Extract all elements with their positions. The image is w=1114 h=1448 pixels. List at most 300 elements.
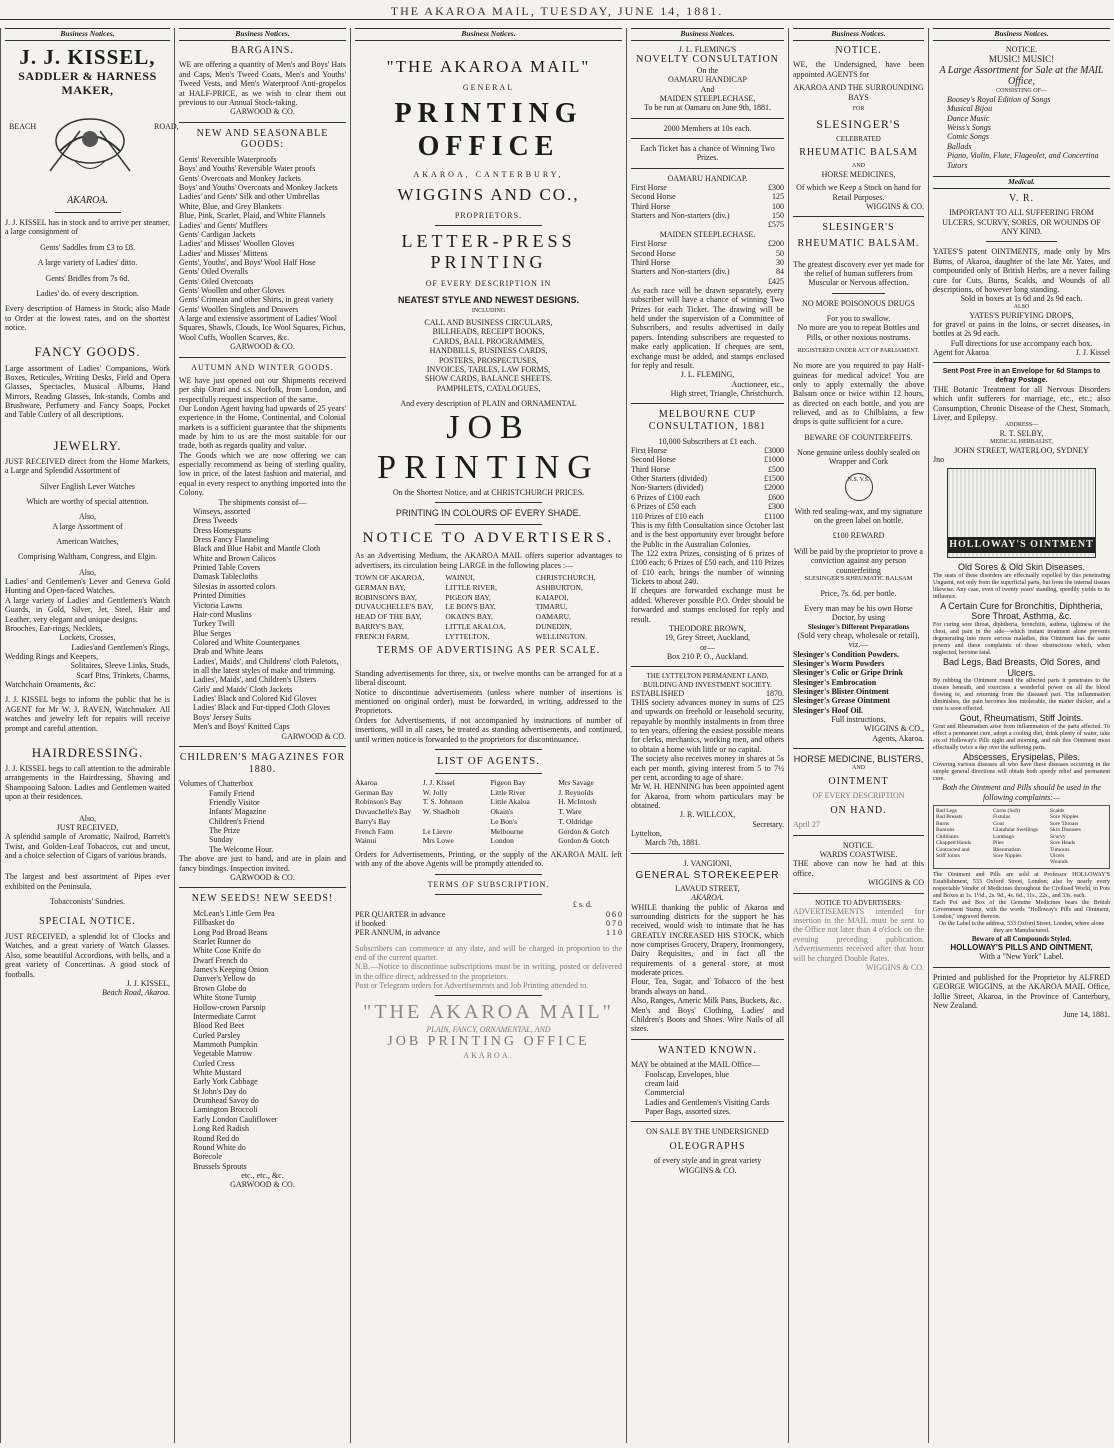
- list-item: Slesinger's Condition Powders.: [793, 649, 900, 659]
- seeds-title: NEW SEEDS! NEW SEEDS!: [191, 893, 334, 905]
- shortest-notice: On the Shortest Notice, and at CHRISTCHURCH PRICES.: [392, 487, 585, 497]
- brown: THEODORE BROWN,: [669, 623, 746, 633]
- akaroa: AKAROA.: [691, 893, 724, 903]
- sign-addr: Beach Road, Akaroa.: [102, 988, 170, 998]
- list-item: Drab and White Jeans: [193, 647, 264, 657]
- willcox: J. R. WILLCOX,: [679, 810, 736, 820]
- list-item: Ladies and Gentlemen's Visiting Cards: [645, 1097, 770, 1107]
- saddle-emblem: [5, 101, 179, 191]
- wanted-list: [631, 1070, 784, 1117]
- bargains-title: BARGAINS.: [231, 44, 294, 56]
- list-item: Round White do: [193, 1142, 246, 1152]
- column-kissel: [0, 28, 179, 1443]
- column-printing-office: [350, 28, 626, 1443]
- column-medical: [928, 28, 1114, 1443]
- section-header: Business Notices.: [631, 28, 784, 41]
- complaint-cell: Bad Breasts: [936, 814, 963, 821]
- place-cell: WAINUI,: [445, 572, 475, 582]
- table-row-cell: 125: [772, 192, 784, 202]
- tobacco: A splendid sample of Aromatic, Nailrod, Barrett's Twist, and Golden-Leaf Tobaccos, cut and uncut, and a choice selection of Cigars of various brands.: [5, 832, 170, 860]
- agent-cell: French Farm: [355, 826, 394, 836]
- agent-cell: Melbourne: [490, 826, 524, 836]
- list-item: Brussels Sprouts: [193, 1161, 247, 1171]
- notice-adv-body: As an Advertising Medium, the AKAROA MAIL offers superior advantages to advertisers, its circulation being LARGE in the following places :—: [355, 551, 622, 570]
- list-item: Fillbasket do: [193, 918, 235, 928]
- seal-text: With red sealing-wax, and my signature on the green label on bottle.: [794, 506, 923, 526]
- complaint-cell: Chapped Hands: [936, 840, 971, 847]
- complaint-cell: Piles: [993, 840, 1004, 847]
- place-cell: LE BON'S BAY,: [445, 602, 496, 612]
- ointment: OINTMENT: [828, 775, 889, 787]
- agent-cell: Gordon & Gotch: [558, 826, 610, 836]
- horse-med: HORSE MEDICINE, BLISTERS,: [793, 754, 924, 765]
- slesinger-balsam: SLESINGER'S RHEUMATIC BALSAM: [804, 574, 913, 582]
- colours: PRINTING IN COLOURS OF EVERY SHADE.: [395, 508, 582, 519]
- new-goods-list: [179, 155, 346, 342]
- mc-body: This is my fifth Consultation since October last and is the best opportunity ever brought before the Public in the Australian Colonies.: [631, 520, 784, 549]
- every-man: Every man may be his own Horse Doctor, by using: [804, 603, 913, 623]
- wards-body: THE above can now be had at this office.: [793, 859, 924, 878]
- list-item: Gents' Crimean and other Shirts, in great variety: [179, 295, 334, 305]
- jewelry-8: A large variety of Ladies' and Gentlemen's Watch Guards, in Gold, Silver, Jet, Steel, Hair and Leather, very elegant and unique designs.: [5, 595, 170, 624]
- list-item: Curled Parsley: [193, 1030, 241, 1040]
- complaint-cell: Contracted and: [936, 846, 970, 853]
- complaint-cell: Skin Diseases: [1050, 827, 1081, 834]
- sundries: Tobacconists' Sundries.: [49, 897, 126, 907]
- notice: NOTICE.: [835, 44, 882, 56]
- table-row-cell: £600: [768, 492, 784, 502]
- complaint-cell: Scalds: [1050, 807, 1065, 814]
- jewelry-14: Scarf Pins, Trinkets, Charms,: [76, 670, 170, 680]
- neatest: NEATEST STYLE AND NEWEST DESIGNS.: [397, 294, 579, 305]
- list-item: Gents' Overcoats and Monkey Jackets: [179, 173, 301, 183]
- selby-addr: JOHN STREET, WATERLOO, SYDNEY: [954, 445, 1089, 455]
- list-item: Ladies' and Gents' Silk and other Umbrellas: [179, 192, 320, 202]
- garwood-sign: GARWOOD & CO.: [230, 872, 295, 882]
- old-sores-body: The seats of these disorders are effectually expelled by this penetrating Unguent, not only from the superficial parts, but from the internal tissues likewise. Any case, even of twenty years' standing, speedily yields to its influence.: [933, 572, 1110, 600]
- wiggins-agents: WIGGINS & CO.,: [864, 724, 924, 734]
- oleographs: OLEOGRAPHS: [669, 1140, 746, 1152]
- table-row-cell: First Horse: [631, 239, 667, 249]
- maiden-total: £425: [768, 276, 784, 286]
- vang-body: WHILE thanking the public of Akaroa and surrounding districts for the support he has received, would wish to intimate that he has GREATLY INCREASED HIS STOCK, which now comprises Grocery, Drapery, Ironmongery, Dairy Requisites, and in fact all the requirements of a general store, at most moderate prices.: [631, 902, 784, 978]
- children-list: [179, 789, 346, 855]
- place-cell: TIMARU,: [535, 602, 568, 612]
- section-header: Business Notices.: [179, 28, 346, 41]
- table-row: [631, 455, 784, 464]
- table-row-cell: 6 Prizes of £100 each: [631, 492, 700, 502]
- table-row: [631, 465, 784, 474]
- special-body: JUST RECEIVED, a splendid lot of Clocks and Watches, and a great variety of Watch Glasses. Also, some beautiful Accordions, with bells, and a great variety of Concertinas. A good stock of footballs.: [5, 932, 170, 979]
- kissel-title: J. J. KISSEL,: [19, 44, 156, 69]
- on-hand: ON HAND.: [830, 804, 887, 816]
- registered: REGISTERED UNDER ACT OF PARLIAMENT.: [797, 348, 920, 355]
- selby: R. T. SELBY,: [999, 429, 1044, 439]
- oamaru-total: £575: [768, 220, 784, 230]
- and: AND: [852, 162, 865, 169]
- table-row-cell: Second Horse: [631, 192, 676, 202]
- agent-cell: J. J. Kissel: [422, 777, 455, 787]
- place-cell: KAIAPOI,: [535, 592, 569, 602]
- place-cell: HEAD OF THE BAY,: [355, 612, 422, 622]
- wanted: WANTED KNOWN.: [658, 1044, 757, 1056]
- list-item: Dress Homespuns: [193, 525, 251, 535]
- special-title: SPECIAL NOTICE.: [39, 916, 136, 928]
- list-item: Ladies' Black and Fur-tipped Cloth Gloves: [193, 703, 331, 713]
- gout-body: Gout and Rheumatism arise from inflammation of the parts affected. To effect a permanent cure, adopt a cooling diet, drink plenty of water, take six of Holloway's Pills night and morning, and rub this Ointment most effectually twice a day over the suffering parts.: [933, 723, 1110, 751]
- print-item: BILLHEADS, RECEIPT BOOKS,: [432, 327, 545, 337]
- table-row-cell: 0 7 0: [606, 918, 622, 928]
- job-printing: JOB PRINTING: [377, 409, 600, 487]
- agent-cell: Gordon & Gotch: [558, 836, 610, 846]
- mc-body-3: If cheques are forwarded exchange must be added. Wherever possible P.O. Order should be forwarded and stamps enclosed for reply and result.: [631, 586, 784, 624]
- with-label: With a "New York" Label.: [979, 952, 1064, 962]
- section-header: Business Notices.: [933, 28, 1110, 41]
- place-cell: WELLINGTON.: [535, 631, 587, 641]
- list-item: Girls' and Maids' Cloth Jackets: [193, 684, 293, 694]
- list-item: Ladies' Black and Colored Kid Gloves: [193, 694, 317, 704]
- agent-cell: Mrs Savage: [558, 777, 594, 787]
- list-item: Slesinger's Colic or Gripe Drink: [793, 668, 904, 678]
- agent-cell: Robinson's Bay: [355, 797, 402, 807]
- herbalist: MEDICAL HERBALIST,: [990, 438, 1053, 445]
- fancy-body: Large assortment of Ladies' Companions, Work Boxes, Reticules, Writing Desks, Field and Opera Glasses, Spectacles, Musical Albums, Hand Mirrors, Reading Glasses, Ink-stands, Combs and Brushware, Perfumery and Fancy Soaps, Pocket and Table Cutlery of all descriptions.: [5, 363, 170, 420]
- table-row-cell: £500: [768, 464, 784, 474]
- place-cell: LYTTELTON,: [445, 631, 490, 641]
- lavaud: LAVAUD STREET,: [675, 883, 740, 893]
- vang-body-2: Flour, Tea, Sugar, and Tobacco of the best brands always on hand.: [631, 977, 784, 996]
- autumn-title: AUTUMN AND WINTER GOODS.: [191, 362, 334, 372]
- print-item: INVOICES, TABLES, LAW FORMS,: [426, 364, 551, 374]
- date: June 14, 1881.: [1063, 1010, 1110, 1020]
- list-item: White, Blue, and Grey Blankets: [179, 201, 282, 211]
- agent-name: J. J. Kissel: [1075, 348, 1110, 358]
- complaints-grid: [933, 805, 1110, 869]
- agent-cell: Wainui: [355, 836, 377, 846]
- received: JUST RECEIVED,: [56, 822, 119, 832]
- place-cell: ROBINSON'S BAY,: [355, 592, 417, 602]
- list-item: Long Pod Broad Beans: [193, 927, 268, 937]
- agent-cell: Le Lievre: [422, 826, 453, 836]
- sold: (Sold very cheap, wholesale or retail), viz.—: [797, 630, 920, 650]
- agent-cell: London: [490, 836, 514, 846]
- table-row-cell: 110 Prizes of £10 each: [631, 511, 704, 521]
- column-slesinger: [788, 28, 928, 1443]
- jewelry-title: JEWELRY.: [53, 437, 122, 453]
- table-row-cell: Third Horse: [631, 464, 670, 474]
- brown-addr: 19, Grey Street, Auckland,: [664, 633, 751, 643]
- slesinger: SLESINGER'S: [816, 116, 901, 131]
- jewelry-11: Ladies'and Gentlemen's Rings,: [71, 642, 170, 652]
- list-item: Brown Globe do: [193, 983, 247, 993]
- seal-icon: N.S. V.S.: [845, 473, 873, 501]
- table-row-cell: £300: [768, 183, 784, 193]
- wanted-body: MAY be obtained at the MAIL Office—: [631, 1060, 760, 1070]
- agent-cell: H. McIntosh: [558, 797, 597, 807]
- list-item: Hair-cord Muslins: [193, 609, 252, 619]
- mc-subs: 10,000 Subscribers at £1 each.: [658, 436, 757, 446]
- autumn-body: WE have just opened out our Shipments received per ship Orari and s.s. Norfolk, from London, and respectfully request inspection of the same.: [179, 375, 346, 404]
- table-row-cell: £1000: [764, 455, 784, 465]
- horse: HORSE MEDICINES,: [821, 169, 896, 179]
- subs-head: £ s. d.: [572, 900, 592, 910]
- complaint-cell: Gout: [993, 820, 1004, 827]
- new-goods-title: NEW AND SEASONABLE GOODS:: [196, 127, 329, 151]
- large: A Large Assortment for Sale at the MAIL Office,: [939, 64, 1104, 88]
- complaint-cell: Sore Heads: [1050, 840, 1076, 847]
- complaint-cell: Corns (Soft): [993, 807, 1021, 814]
- sold-in: Sold in boxes at 1s 6d and 2s 9d each.: [960, 294, 1083, 304]
- table-row-cell: First Horse: [631, 446, 667, 456]
- section-header: Business Notices.: [5, 28, 170, 41]
- children-intro: Volumes of Chatterbox: [179, 779, 254, 789]
- subs-title: TERMS OF SUBSCRIPTION.: [427, 879, 550, 889]
- vr: V. R.: [1008, 192, 1035, 204]
- agent: Agent for Akaroa: [933, 348, 989, 358]
- complaint-cell: Sore Throats: [1050, 820, 1079, 827]
- sign: J. J. KISSEL,: [126, 978, 170, 988]
- rheumatic: RHEUMATIC BALSAM: [799, 147, 918, 159]
- oamaru: OAMARU HANDICAP: [668, 75, 747, 85]
- bad-legs-body: By rubbing the Ointment round the affected parts it penetrates to the tissues beneath, and exercises a wonderful power on all the blood flowing to, and returning from the diseased part. The inflammation diminishes, the pain becomes less intolerable, the matter thicker, and a cure is soon effected.: [933, 678, 1110, 713]
- autumn-body-2: Our London Agent having had upwards of 25 years' experience in the Home, Continental, and Colonial markets is a sufficient guarantee that the shipments made by him to us are the most suitable for our trade, both as regards quality and value.: [179, 403, 346, 451]
- also-2: Also,: [78, 567, 97, 577]
- intro: WE, the Undersigned, have been appointed AGENTS for: [793, 60, 924, 79]
- wiggins-title: WIGGINS AND CO.,: [397, 184, 580, 204]
- list-item: Winseys, assorted: [193, 506, 251, 516]
- list-item: Sunday: [209, 835, 233, 845]
- printing-office: PRINTING OFFICE: [394, 98, 583, 162]
- jewelry-1: JUST RECEIVED direct from the Home Markets, a Large and Splendid Assortment of: [5, 456, 170, 476]
- list-item: Weiss's Songs: [947, 123, 991, 133]
- saddle-icon: [35, 101, 145, 181]
- celebrated: CELEBRATED: [836, 134, 881, 143]
- established: ESTABLISHED: [631, 688, 685, 698]
- complaint-cell: [936, 859, 993, 865]
- table-row-cell: £300: [768, 502, 784, 512]
- saddles: Gents' Saddles from £3 to £8.: [40, 242, 135, 252]
- fleming-head: J. L. FLEMING'S: [678, 44, 737, 54]
- agent-cell: Duvauchelle's Bay: [355, 807, 412, 817]
- list-item: Black and Blue Habit and Mantle Cloth: [193, 544, 321, 554]
- old-sores: Old Sores & Old Skin Diseases.: [957, 562, 1086, 573]
- list-item: Silesias in assorted colors: [193, 581, 276, 591]
- table-row: [355, 928, 622, 937]
- list-item: Blood Red Beet: [193, 1021, 245, 1031]
- list-item: Foolscap, Envelopes, blue: [645, 1069, 729, 1079]
- table-row-cell: 30: [776, 257, 784, 267]
- purifying: YATES'S PURIFYING DROPS,: [969, 310, 1074, 320]
- table-row: [631, 474, 784, 483]
- table-row: [631, 483, 784, 492]
- list-item: Family Friend: [209, 788, 255, 798]
- complaint-cell: Ulcers: [1050, 852, 1065, 859]
- section-header: Business Notices.: [355, 28, 622, 41]
- table-row-cell: 150: [772, 211, 784, 221]
- list-item: A large and extensive assortment of Ladies' Wool Squares, Shawls, Clouds, Ice Wool Squares, Fichus, Wool Cuffs, Woollen Scarves, &c.: [179, 314, 346, 342]
- agent-cell: Little River: [490, 787, 526, 797]
- hair-body: J. J. KISSEL begs to call attention to the admirable arrangements in the Hairdressing, Shaving and Shampooing Saloon. Ladies and Gentlemen waited upon at their residences.: [5, 764, 170, 802]
- table-row: [631, 446, 784, 455]
- discontinue: Notice to discontinue advertisements (unless where number of insertions is mentioned on original order), must be forwarded, in writing, addressed to the Proprietors.: [355, 687, 622, 716]
- agent-cell: Little Akaloa: [490, 797, 530, 807]
- list-item: Long Red Radish: [193, 1124, 249, 1134]
- table-row: [631, 512, 784, 521]
- table-row: [631, 192, 784, 201]
- and-2: AND: [852, 764, 865, 771]
- complaint-cell: Tumours: [1050, 846, 1070, 853]
- holloway-illustration: [947, 468, 1096, 558]
- sale: ON SALE BY THE UNDERSIGNED: [646, 1127, 769, 1137]
- list-item: Gents' Oiled Overcoats: [179, 276, 254, 286]
- garwood-sign: GARWOOD & CO.: [230, 107, 295, 117]
- chance: Each Ticket has a chance of Winning Two Prizes.: [640, 143, 775, 163]
- agent: J. J. KISSEL begs to inform the public that he is AGENT for Mr W. J. RAVEN, Watchmaker. All watches and jewelry left for repairs will receive prompt and careful attention.: [5, 695, 170, 733]
- list-item: Boys' Jersey Suits: [193, 712, 251, 722]
- for-you: For you to swallow.: [826, 314, 891, 324]
- consisting: CONSISTING OF—: [996, 88, 1047, 95]
- bronchitis-body: For curing sore throat, diphtheria, bronchitis, asthma, tightness of the chest, and pain in the side—which instant treatment alone prevents degenerating into more serious maladies, this Ointment has the same powers and these complaints of those obstructions which, when neglected, become fatal.: [933, 621, 1110, 656]
- list-item: Children's Friend: [209, 816, 265, 826]
- agents-title: LIST OF AGENTS.: [436, 754, 541, 767]
- jewelry-5: American Watches,: [56, 537, 119, 547]
- section-header: Business Notices.: [793, 28, 924, 41]
- masthead: THE AKAROA MAIL, TUESDAY, JUNE 14, 1881.: [0, 0, 1114, 20]
- place-cell: DUNEDIN,: [535, 621, 572, 631]
- for: FOR: [852, 105, 865, 112]
- list-item: Printed Dimities: [193, 591, 246, 601]
- location: AKAROA, CANTERBURY,: [413, 169, 564, 179]
- subs-note-1: Subscribers can commence at any date, and will be charged in proportion to the end of the current quarter.: [355, 943, 622, 962]
- music: MUSIC! MUSIC!: [988, 54, 1055, 65]
- agent-cell: Barry's Bay: [355, 816, 391, 826]
- vang-body-3: Also, Ranges, Americ Milk Pans, Buckets, &c.: [631, 996, 782, 1006]
- also-3: Also,: [78, 813, 97, 823]
- list-item: Early York Cabbage: [193, 1077, 258, 1087]
- jewelry-7: Ladies' and Gentlemen's Lever and Geneva Gold Hunting and Open-faced Watches.: [5, 577, 170, 596]
- bargains-body: WE are offering a quantity of Men's and Boys' Hats and Caps, Men's Tweed Coats, Men's and Youths' Tweed Vests, and Men's Waterproof Anti-gropelos at HALF-PRICE, as we wish to clear them out previous to our Annual Stock-taking.: [179, 60, 346, 107]
- lytt-date-2: March 7th, 1881.: [645, 838, 701, 848]
- every-desc: OF EVERY DESCRIPTION IN: [425, 279, 552, 289]
- print-item: CARDS, BALL PROGRAMMES,: [432, 336, 545, 346]
- mc-body-2: The 122 extra Prizes, consisting of 6 prizes of £100 each; 6 Prizes of £50 each, and 110 Prizes of £10 each, brings the number of winning Tickets to about 240.: [631, 549, 784, 587]
- table-row-cell: First Horse: [631, 183, 667, 193]
- list-item: Boys' and Youths' Reversible Water proofs: [179, 164, 316, 174]
- agent-cell: J. Reynolds: [558, 787, 594, 797]
- letterpress: LETTER-PRESS PRINTING: [401, 231, 576, 273]
- place-cell: BARRY'S BAY,: [355, 621, 404, 631]
- maiden-title: MAIDEN STEEPLECHASE.: [659, 229, 756, 239]
- greatest: The greatest discovery ever yet made for the relief of human sufferers from Muscular or Nervous affection.: [793, 259, 924, 288]
- footer-title: "THE AKAROA MAIL": [363, 1001, 614, 1024]
- no-more: NO MORE POISONOUS DRUGS: [802, 298, 915, 308]
- side-label-beach: BEACH: [9, 122, 37, 132]
- list-item: James's Keeping Onion: [193, 965, 269, 975]
- table-row-cell: Non-Starters (divided): [631, 483, 704, 493]
- purifying-body: for gravel or pains in the loins, or secret diseases, in bottles at 2s 9d each.: [933, 319, 1110, 339]
- music-list: [933, 95, 1110, 170]
- list-item: Victoria Lawns: [193, 600, 243, 610]
- jewelry-10: Lockets, Crosses,: [59, 633, 116, 643]
- complaint-cell: Sore Nipples: [1050, 814, 1079, 821]
- agent-cell: T. Ware: [558, 807, 582, 817]
- notice: NOTICE.: [1005, 44, 1038, 54]
- list-item: Danver's Yellow do: [193, 974, 256, 984]
- bridles: Gents' Bridles from 7s 6d.: [45, 273, 130, 283]
- full: Full instructions.: [831, 715, 886, 725]
- list-item: Slesinger's Embrocation: [793, 677, 877, 687]
- pipes: The largest and best assortment of Pipes ever exhibited on the Peninsula.: [5, 872, 170, 891]
- list-item: Lamington Broccoli: [193, 1105, 258, 1115]
- list-item: Piano, Violin, Flute, Flageolet, and Concertina Tutors: [947, 151, 1099, 170]
- print-list: [355, 318, 622, 393]
- wiggins-3: WIGGINS & CO.: [866, 962, 924, 972]
- novelty: NOVELTY CONSULTATION: [636, 54, 779, 66]
- abscesses: Abscesses, Erysipelas, Piles.: [962, 751, 1081, 762]
- table-row: [631, 239, 784, 248]
- table-row-cell: Third Horse: [631, 201, 670, 211]
- bronchitis: A Certain Cure for Bronchitis, Diphtheria, Sore Throat, Asthma, &c.: [940, 600, 1103, 622]
- list-item: The Welcome Hour.: [209, 844, 274, 854]
- complaint-cell: Chilblains: [936, 833, 959, 840]
- maiden-table: [631, 239, 784, 276]
- lytt-date-1: Lyttelton,: [631, 829, 662, 839]
- list-item: Dress Fancy Flanneling: [193, 535, 269, 544]
- list-item: Early London Cauliflower: [193, 1114, 278, 1124]
- harness: Every description of Harness in Stock; also Made to Order at the lowest rates, and on the shortest notice.: [5, 304, 170, 332]
- list-item: Slesinger's Grease Ointment: [793, 696, 891, 706]
- reward: £100 REWARD: [832, 531, 885, 541]
- list-item: Mammoth Pumpkin: [193, 1039, 258, 1049]
- list-item: Dress Tweeds: [193, 516, 238, 526]
- wiggins-2: WIGGINS & CO: [868, 878, 924, 888]
- mc-table: [631, 446, 784, 521]
- list-item: Ladies', Maids', and Children's Ulsters: [193, 675, 316, 685]
- standing: Standing advertisements for three, six, or twelve months can be arranged for at a liberal discount.: [355, 669, 622, 688]
- print-item: SHOW CARDS, BALANCE SHEETS.: [424, 374, 553, 384]
- jewelry-13: Solitaires, Sleeve Links, Studs,: [70, 661, 170, 671]
- table-row-cell: Other Starters (divided): [631, 474, 707, 484]
- henning: Mr W. H. HENNING has been appointed agent for Akaroa, from whom particulars may be obtained.: [631, 782, 784, 810]
- list-item: Intermediate Carrot: [193, 1011, 256, 1021]
- garwood-sign: GARWOOD & CO.: [230, 1180, 295, 1190]
- agent-cell: Mrs Lowe: [422, 836, 454, 846]
- table-row-cell: Starters and Non-starters (div.): [631, 211, 730, 221]
- footer-job: JOB PRINTING OFFICE: [387, 1034, 590, 1050]
- table-row-cell: Third Horse: [631, 257, 670, 267]
- list-item: Gents' Woollen Singlets and Drawers: [179, 304, 299, 314]
- complaint-cell: Glandular Swellings: [993, 827, 1039, 834]
- oamaru-title: OAMARU HANDICAP.: [667, 173, 748, 183]
- list-item: Gents' Cardigan Jackets: [179, 229, 256, 239]
- list-item: Round Red do: [193, 1133, 240, 1143]
- notice-2: NOTICE.: [842, 840, 875, 850]
- fleming-addr: High street, Triangle, Christchurch.: [670, 388, 784, 398]
- table-row-cell: £3000: [764, 446, 784, 456]
- oamaru-table: [631, 183, 784, 220]
- list-item: Paper Bags, assorted sizes.: [645, 1107, 731, 1117]
- ointment-pills: The Ointment and Pills are sold at Professor HOLLOWAY'S Establishment, 533 Oxford Street, London; also by nearly every respectable Vendor of Medicines throughout the Civilised World, in Pots and Boxes at 1s. 1½d., 2s. 9d., 4s. 6d., 11s., 22s., and 33s. each.: [933, 871, 1110, 899]
- jewelry-3: Which are worthy of special attention.: [26, 496, 149, 506]
- rheumatic-2: RHEUMATIC BALSAM.: [797, 237, 920, 249]
- list-item: Boys' and Youths' Overcoats and Monkey Jackets: [179, 183, 338, 193]
- agent-cell: German Bay: [355, 787, 394, 797]
- agent-cell: T. Oldridge: [558, 816, 593, 826]
- agent-cell: W. Shadbolt: [422, 807, 460, 817]
- lytt-body-2: The society also receives money in shares at 5s each per month, giving interest from 5 to 7½ per cent, according to age of share.: [631, 754, 784, 782]
- complaint-cell: Sore Nipples: [993, 852, 1022, 859]
- place-cell: DUVAUCHELLE'S BAY,: [355, 602, 434, 612]
